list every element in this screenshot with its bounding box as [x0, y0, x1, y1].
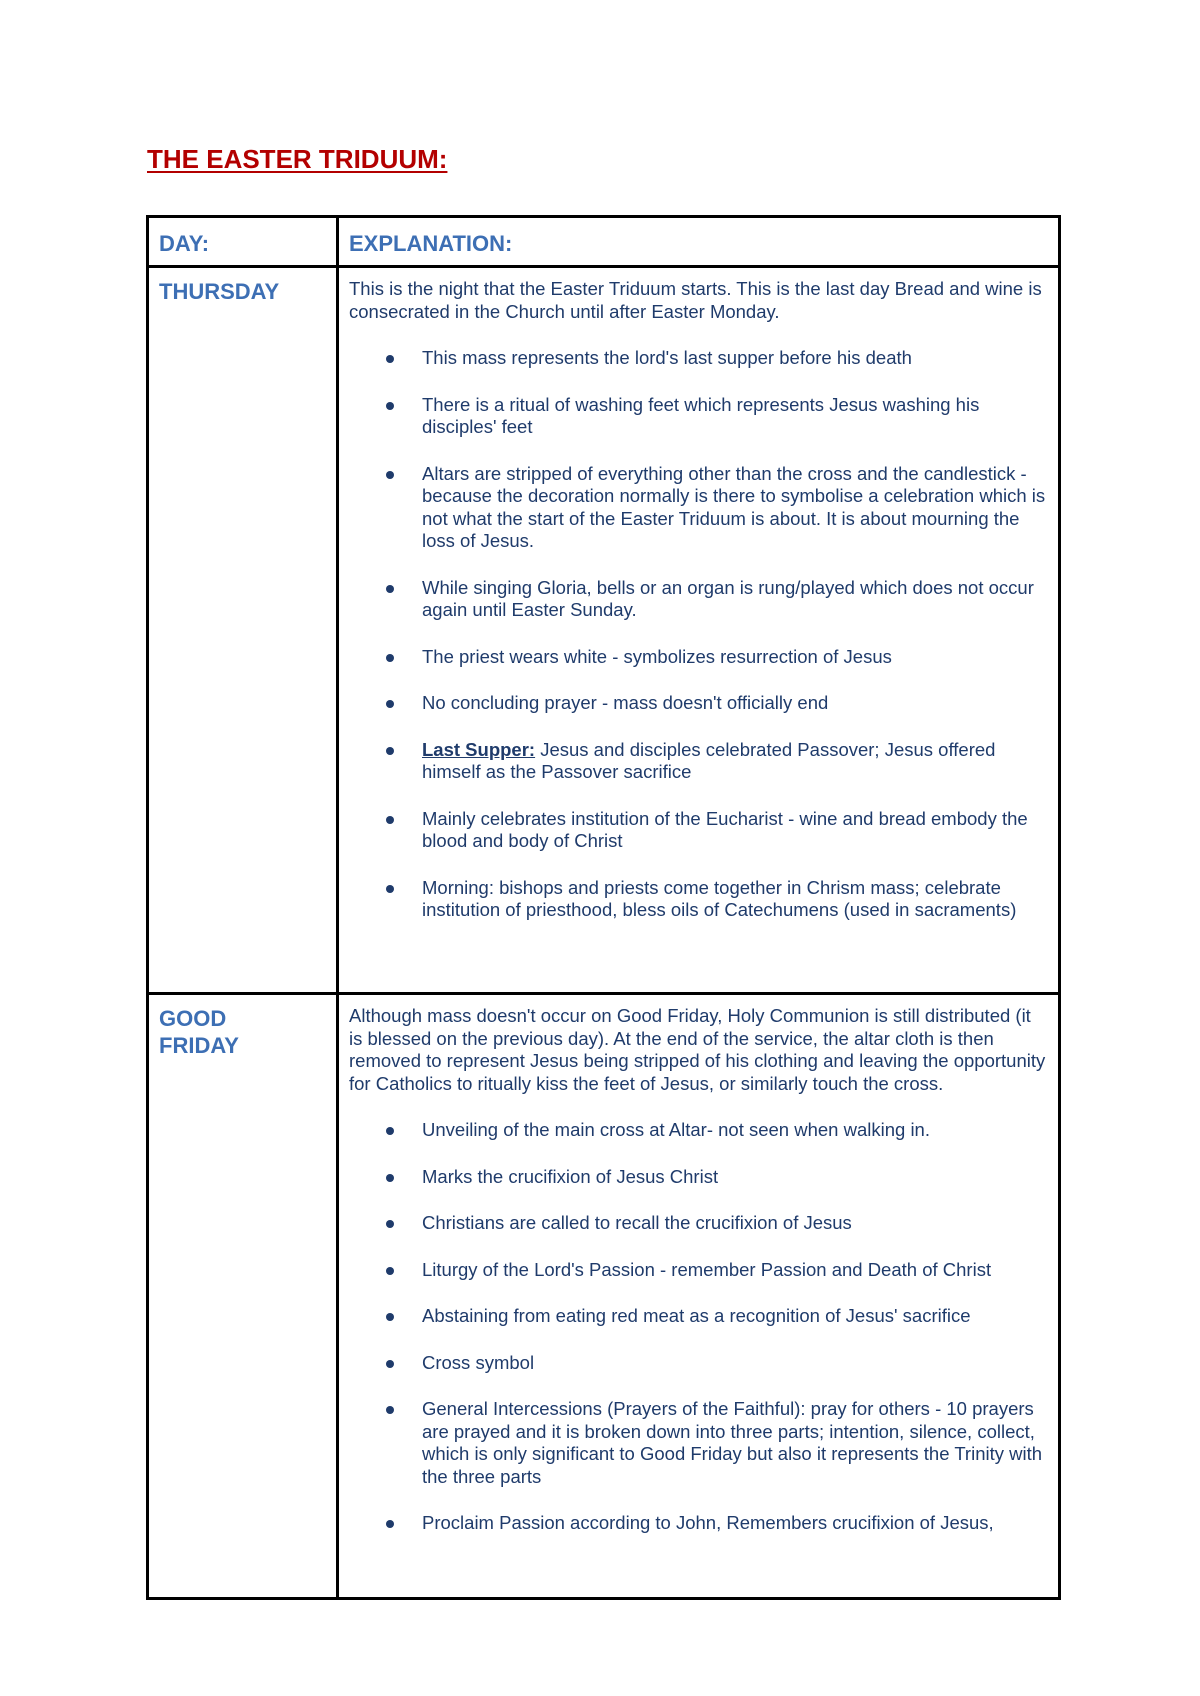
- day-label-good-friday: GOOD FRIDAY: [159, 1006, 239, 1058]
- table-header-row: [148, 217, 1060, 267]
- bullet-icon: [386, 747, 394, 755]
- list-item-text: Morning: bishops and priests come together in Chrism mass; celebrate institution of priesthood, bless oils of Catechumens (used in sacraments): [422, 876, 1017, 920]
- list-item-text: Proclaim Passion according to John, Remembers crucifixion of Jesus,: [422, 1512, 994, 1533]
- bullet-icon: [386, 700, 394, 708]
- list-item-text: Cross symbol: [422, 1351, 535, 1373]
- list-item: [349, 808, 1048, 853]
- list-item-text: General Intercessions (Prayers of the Faithful): pray for others - 10 prayers are prayed and it is broken down into three parts; intention, silence, collect, which is only significant to Good Friday but also it represents the Trinity with the three parts: [422, 1398, 1043, 1487]
- list-item-text: There is a ritual of washing feet which represents Jesus washing his disciples' feet: [422, 393, 980, 437]
- list-item-text: Unveiling of the main cross at Altar- not seen when walking in.: [422, 1119, 930, 1140]
- list-item: [349, 1352, 1048, 1375]
- triduum-table: [146, 215, 1061, 1600]
- term-last-supper: Last Supper:: [422, 738, 536, 760]
- list-item: [349, 692, 1048, 715]
- bullet-icon: [386, 654, 394, 662]
- list-item: [349, 877, 1048, 922]
- list-item: [349, 1119, 1048, 1142]
- list-item: [349, 1398, 1048, 1488]
- day-cell: [148, 994, 338, 1599]
- bullet-icon: [386, 816, 394, 824]
- page-title: THE EASTER TRIDUUM:: [147, 144, 448, 174]
- list-item-text: While singing Gloria, bells or an organ is rung/played which does not occur again until Easter Sunday.: [422, 576, 1034, 620]
- list-item: [349, 394, 1048, 439]
- bullet-icon: [386, 1360, 394, 1368]
- explanation-cell: [338, 267, 1060, 994]
- list-item-text: Mainly celebrates institution of the Eucharist - wine and bread embody the blood and body of Christ: [422, 807, 1028, 851]
- explanation-cell: [338, 994, 1060, 1599]
- table-row-thursday: [148, 267, 1060, 994]
- bullet-icon: [386, 1406, 394, 1414]
- header-explanation-label: EXPLANATION:: [349, 231, 513, 256]
- bullet-icon: [386, 402, 394, 410]
- bullet-icon: [386, 1520, 394, 1528]
- list-item: [349, 646, 1048, 669]
- list-item-text: Altars are stripped of everything other than the cross and the candlestick - because the decoration normally is there to symbolise a celebration which is not what the start of the Easter Triduum is about. It is about mourning the loss of Jesus.: [422, 462, 1046, 551]
- list-item: [349, 463, 1048, 553]
- list-item: [349, 1166, 1048, 1189]
- bullet-icon: [386, 885, 394, 893]
- bullet-icon: [386, 1220, 394, 1228]
- bullet-list: [349, 1119, 1048, 1535]
- list-item: [349, 739, 1048, 784]
- list-item-text: Christians are called to recall the crucifixion of Jesus: [422, 1212, 852, 1233]
- bullet-list: [349, 347, 1048, 922]
- list-item: [349, 1259, 1048, 1282]
- list-item: [349, 347, 1048, 370]
- bullet-icon: [386, 471, 394, 479]
- table-row-good-friday: [148, 994, 1060, 1599]
- bullet-icon: [386, 1127, 394, 1135]
- list-item-text: Jesus and disciples celebrated Passover; Jesus offered himself as the Passover sacrifice: [422, 738, 996, 782]
- bullet-icon: [386, 1267, 394, 1275]
- list-item-text: This mass represents the lord's last supper before his death: [422, 347, 912, 368]
- list-item-text: Liturgy of the Lord's Passion - remember Passion and Death of Christ: [422, 1258, 992, 1280]
- bullet-icon: [386, 1313, 394, 1321]
- bullet-icon: [386, 355, 394, 363]
- list-item-text: The priest wears white - symbolizes resurrection of Jesus: [422, 645, 892, 667]
- header-explanation: [338, 217, 1060, 267]
- list-item: [349, 577, 1048, 622]
- list-item: [349, 1212, 1048, 1235]
- day-label-thursday: THURSDAY: [159, 279, 280, 304]
- bullet-icon: [386, 1174, 394, 1182]
- bullet-icon: [386, 585, 394, 593]
- list-item-text: Marks the crucifixion of Jesus Christ: [422, 1165, 719, 1187]
- list-item: [349, 1512, 1048, 1535]
- list-item-text: Abstaining from eating red meat as a recognition of Jesus' sacrifice: [422, 1305, 971, 1326]
- list-item: [349, 1305, 1048, 1328]
- intro-paragraph: This is the night that the Easter Triduum starts. This is the last day Bread and wine is consecrated in the Church until after Easter Monday.: [349, 278, 1042, 322]
- header-day: [148, 217, 338, 267]
- list-item-text: No concluding prayer - mass doesn't officially end: [422, 692, 829, 713]
- header-day-label: DAY:: [159, 231, 210, 256]
- intro-paragraph: Although mass doesn't occur on Good Friday, Holy Communion is still distributed (it is blessed on the previous day). At the end of the service, the altar cloth is then removed to represent Jesus being stripped of his clothing and leaving the opportunity for Catholics to ritually kiss the feet of Jesus, or similarly touch the cross.: [349, 1005, 1046, 1094]
- day-cell: [148, 267, 338, 994]
